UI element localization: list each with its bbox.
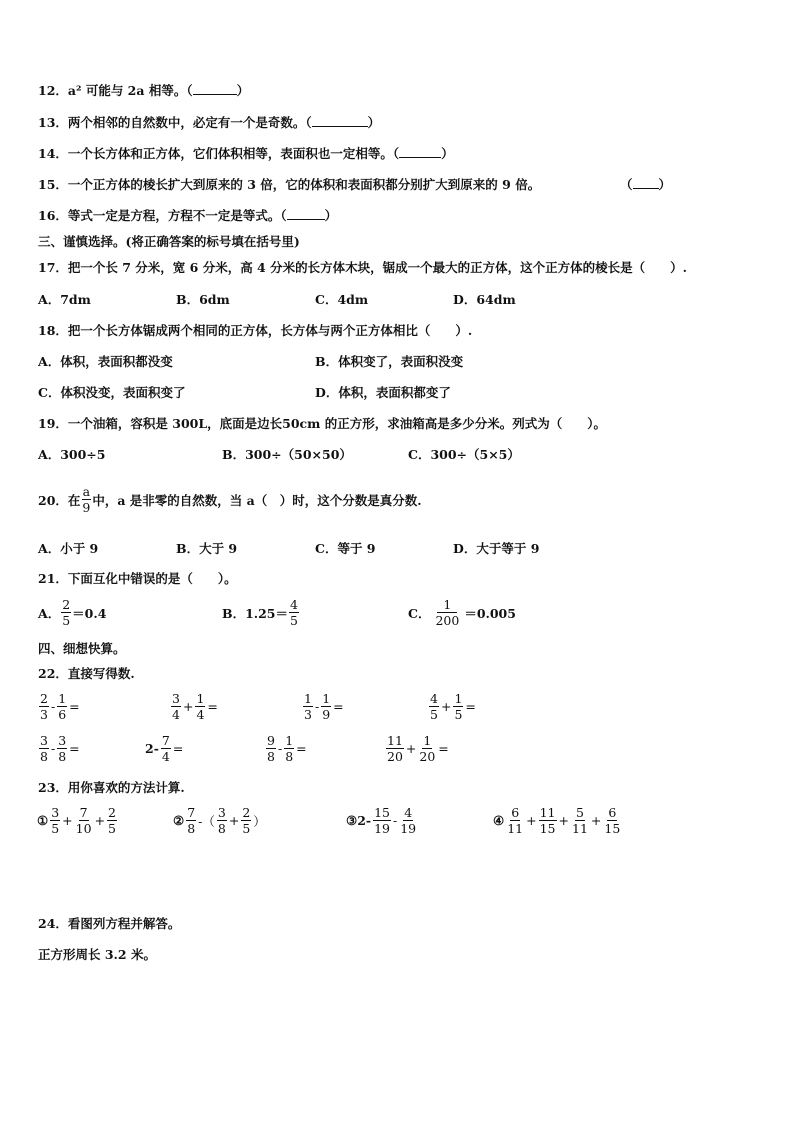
- expression-8: $\frac{11}{20}$ + $\frac{1}{20}$ =: [387, 733, 449, 764]
- close-paren: ）: [658, 177, 672, 192]
- answer-blank[interactable]: [399, 145, 441, 158]
- question-20-suffix: 中，a 是非零的自然数，当 a（ ）时，这个分数是真分数.: [92, 492, 422, 508]
- question-14: [38, 145, 454, 163]
- section-3-heading: 三、谨慎选择。(将正确答案的标号填在括号里): [38, 234, 300, 249]
- expression-5: $\frac{3}{8}$ - $\frac{3}{8}$ =: [40, 733, 80, 764]
- question-20-prefix: 20．在: [38, 492, 81, 508]
- expression-7: $\frac{9}{8}$ - $\frac{1}{8}$ =: [267, 733, 307, 764]
- answer-blank[interactable]: [633, 176, 659, 189]
- option-c[interactable]: C．300÷（5×5）: [408, 447, 520, 462]
- close-paren: ）: [324, 208, 338, 223]
- question-15-answer: [620, 176, 671, 194]
- expression-6: 2- $\frac{7}{4}$ =: [145, 733, 184, 764]
- close-paren: ）: [236, 83, 250, 98]
- answer-blank[interactable]: [193, 82, 237, 95]
- option-a[interactable]: A． $\frac{2}{5}$ ＝0.4: [38, 597, 107, 628]
- expression-4: $\frac{4}{5}$ + $\frac{1}{5}$ =: [430, 691, 476, 722]
- question-22-text: 22．直接写得数.: [38, 666, 135, 681]
- option-b[interactable]: B．1.25＝ $\frac{4}{5}$: [222, 597, 298, 628]
- close-paren: ）: [441, 146, 454, 161]
- question-16-text: 16．等式一定是方程，方程不一定是等式。（: [38, 208, 287, 223]
- question-13: [38, 114, 380, 132]
- question-20: [38, 484, 422, 515]
- option-d[interactable]: D．大于等于 9: [453, 541, 540, 556]
- option-d[interactable]: D．64dm: [453, 292, 516, 307]
- close-paren: ）: [367, 115, 381, 130]
- section-4-heading: 四、细想快算。: [38, 641, 126, 656]
- option-a[interactable]: A．体积，表面积都没变: [38, 354, 173, 369]
- option-b[interactable]: B．300÷（50×50）: [222, 447, 352, 462]
- question-12: [38, 82, 249, 100]
- option-a[interactable]: A．7dm: [38, 292, 91, 307]
- option-c[interactable]: C． $\frac{1}{200}$ ＝0.005: [408, 597, 516, 628]
- question-17-text: 17．把一个长 7 分米，宽 6 分米，高 4 分米的长方体木块，锯成一个最大的正方体，这个正方体的棱长是（ ）.: [38, 260, 687, 275]
- calculation-4: ④ $\frac{6}{11}$ + $\frac{11}{15}$ + $\frac{5}{11}$ + $\frac{6}{15}$: [493, 805, 621, 836]
- calculation-3: ③2- $\frac{15}{19}$ - $\frac{4}{19}$: [346, 805, 417, 836]
- question-18-text: 18．把一个长方体锯成两个相同的正方体，长方体与两个正方体相比（ ）.: [38, 323, 473, 338]
- question-21-text: 21．下面互化中错误的是（ ）。: [38, 571, 237, 586]
- fraction: $\frac{a}{9}$: [82, 484, 91, 515]
- option-b[interactable]: B．6dm: [176, 292, 230, 307]
- question-15-text: 15．一个正方体的棱长扩大到原来的 3 倍，它的体积和表面积都分别扩大到原来的 9 倍。: [38, 177, 541, 192]
- expression-1: $\frac{2}{3}$ - $\frac{1}{6}$ =: [40, 691, 80, 722]
- option-b[interactable]: B．大于 9: [176, 541, 238, 556]
- option-a[interactable]: A．小于 9: [38, 541, 99, 556]
- fraction: $\frac{1}{200}$: [435, 597, 460, 628]
- open-paren: （: [620, 177, 633, 192]
- question-13-text: 13．两个相邻的自然数中，必定有一个是奇数。（: [38, 115, 312, 130]
- expression-2: $\frac{3}{4}$ + $\frac{1}{4}$ =: [172, 691, 218, 722]
- option-d[interactable]: D．体积，表面积都变了: [315, 385, 451, 400]
- question-19-text: 19．一个油箱，容积是 300L，底面是边长50cm 的正方形，求油箱高是多少分米。列式为（ ）。: [38, 416, 606, 431]
- option-c[interactable]: C．等于 9: [315, 541, 376, 556]
- option-c[interactable]: C．体积没变，表面积变了: [38, 385, 186, 400]
- question-24-subtext: 正方形周长 3.2 米。: [38, 947, 156, 962]
- option-b[interactable]: B．体积变了，表面积没变: [315, 354, 464, 369]
- answer-blank[interactable]: [287, 207, 325, 220]
- fraction: $\frac{2}{5}$: [62, 597, 71, 628]
- question-16: [38, 207, 337, 225]
- question-14-text: 14．一个长方体和正方体，它们体积相等，表面积也一定相等。（: [38, 146, 400, 161]
- fraction: $\frac{4}{5}$: [290, 597, 298, 628]
- question-24-text: 24．看图列方程并解答。: [38, 916, 181, 931]
- expression-3: $\frac{1}{3}$ - $\frac{1}{9}$ =: [304, 691, 344, 722]
- option-c[interactable]: C．4dm: [315, 292, 369, 307]
- option-a[interactable]: A．300÷5: [38, 447, 106, 462]
- question-12-text: 12．a² 可能与 2a 相等。（: [38, 83, 193, 98]
- calculation-2: ② $\frac{7}{8}$ -（ $\frac{3}{8}$ + $\frac{2}{5}$ ）: [173, 805, 266, 836]
- calculation-1: ① $\frac{3}{5}$ + $\frac{7}{10}$ + $\frac{2}{5}$: [37, 805, 116, 836]
- question-15: [38, 176, 540, 194]
- answer-blank[interactable]: [312, 114, 368, 127]
- question-23-text: 23．用你喜欢的方法计算.: [38, 780, 185, 795]
